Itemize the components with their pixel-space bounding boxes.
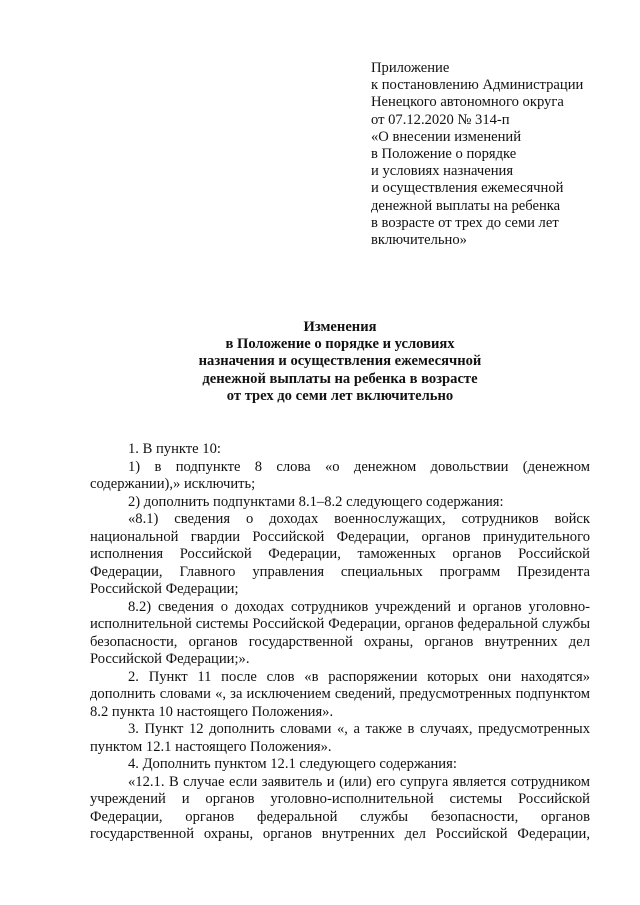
appendix-line: «О внесении изменений [371, 128, 522, 145]
document-heading [90, 319, 590, 405]
appendix-line: и осуществления ежемесячной [371, 180, 564, 197]
paragraph: 2. Пункт 11 после слов «в распоряжении которых они находятся» дополнить словами «, за исключением сведений, предусмотренных подпунктом 8.2 пункта 10 настоящего Положения». [90, 668, 590, 720]
paragraph: 1. В пункте 10: [128, 441, 221, 457]
heading-line: от трех до семи лет включительно [226, 387, 454, 404]
appendix-line: в возрасте от трех до семи лет [371, 214, 559, 231]
paragraph: 1) в подпункте 8 слова «о денежном довольствии (денежном содержании),» исключить; [90, 458, 590, 492]
heading-line: денежной выплаты на ребенка в возрасте [202, 370, 478, 387]
document-body [90, 441, 590, 844]
appendix-line: от 07.12.2020 № 314-п [371, 111, 510, 128]
paragraph: «12.1. В случае если заявитель и (или) его супруга является сотрудником учреждений и органов уголовно-исполнительной системы Российской Федерации, органов федеральной службы безопасности, органов государственной охраны, органов внутренних дел Российской Федерации, [90, 773, 590, 842]
heading-line: в Положение о порядке и условиях [225, 336, 455, 353]
paragraph: 4. Дополнить пунктом 12.1 следующего содержания: [128, 756, 457, 772]
paragraph: «8.1) сведения о доходах военнослужащих, сотрудников войск национальной гвардии Российской Федерации, органов принудительного исполнения Российской Федерации, таможенных органов Российской Федерации, Главного управления специальных программ Президента Российской Федерации; [90, 511, 590, 597]
appendix-line: включительно» [371, 232, 467, 249]
paragraph: 3. Пункт 12 дополнить словами «, а также в случаях, предусмотренных пунктом 12.1 настоящего Положения». [90, 721, 590, 755]
appendix-line: Приложение [371, 60, 450, 76]
paragraph: 8.2) сведения о доходах сотрудников учреждений и органов уголовно-исполнительной системы Российской Федерации, органов федеральной службы безопасности, органов государственной охраны, органов внутренних дел Российской Федерации;». [90, 598, 590, 667]
appendix-line: денежной выплаты на ребенка [371, 197, 561, 214]
heading-line: назначения и осуществления ежемесячной [198, 353, 482, 370]
appendix-line: Ненецкого автономного округа [371, 94, 564, 111]
paragraph: 2) дополнить подпунктами 8.1–8.2 следующего содержания: [128, 493, 504, 510]
heading-line: Изменения [303, 319, 377, 335]
appendix-line: в Положение о порядке [371, 146, 517, 163]
appendix-block [371, 60, 611, 249]
appendix-line: и условиях назначения [371, 163, 514, 180]
appendix-line: к постановлению Администрации [371, 77, 584, 94]
